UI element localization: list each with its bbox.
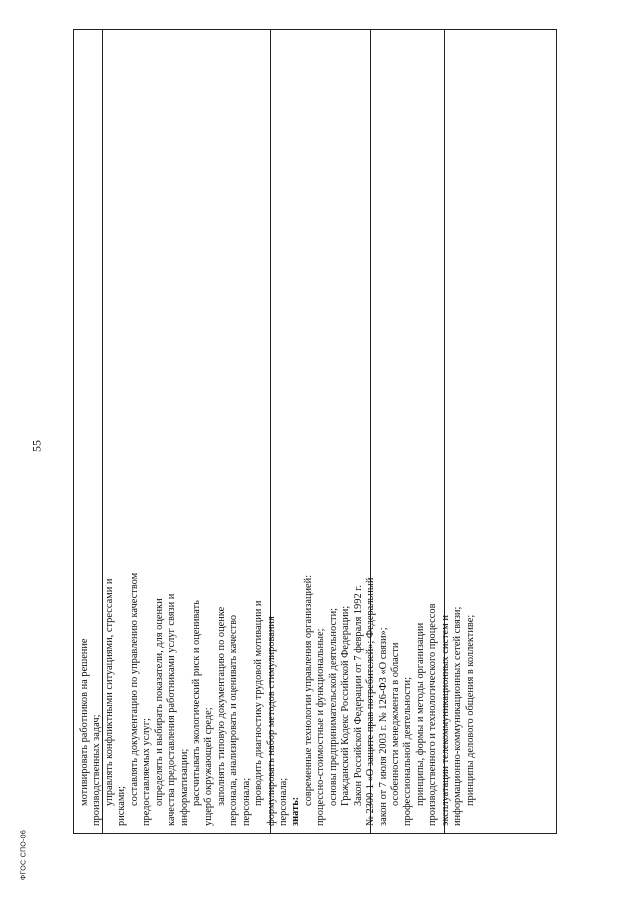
text-line: профессиональной деятельности; xyxy=(402,676,414,826)
text-line: составлять документацию по управлению качеством xyxy=(128,572,140,806)
text-line: ущерб окружающей среде; xyxy=(203,707,215,826)
footer-code: ФГОС СПО-06 xyxy=(20,829,28,881)
text-line: информационно-коммуникационных сетей связи; xyxy=(452,606,464,826)
text-line: мотивировать работников на решение xyxy=(79,638,90,806)
text-line: принципы делового общения в коллективе; xyxy=(464,614,476,806)
text-line: формулировать набор методов стимулирования xyxy=(265,616,277,826)
text-line: предоставляемых услуг; xyxy=(141,718,153,826)
text-line: Закон Российской Федерации от 7 февраля 1992 г. xyxy=(352,585,364,806)
text-line: рисками; xyxy=(116,786,128,826)
text-line: принципы, формы и методы организации xyxy=(414,622,426,806)
text-line: закон от 7 июля 2003 г. № 126-ФЗ «О связи»; xyxy=(377,627,389,826)
text-line: производственного и технологического процессов xyxy=(427,603,439,826)
text-line: № 2300-1 «О защите прав потребителей»; Федеральный xyxy=(365,577,377,826)
text-line: персонала, анализировать и оценивать качество xyxy=(228,614,240,826)
text-line: информатизации; xyxy=(178,748,190,826)
text-line: основы предпринимательской деятельности; xyxy=(327,607,339,806)
text-line: процессно-стоимостные и функциональные; xyxy=(315,628,327,826)
text-line: проводить диагностику трудовой мотивации и xyxy=(253,600,265,806)
text-line: персонала; xyxy=(240,777,252,826)
text-line: Гражданский Кодекс Российской Федерации; xyxy=(340,605,352,806)
text-line: качества предоставления работниками услуг связи и xyxy=(166,593,178,826)
page-number: 55 xyxy=(29,440,44,452)
text-line: особенности менеджмента в области xyxy=(389,642,401,806)
text-line: рассчитывать экологический риск и оценивать xyxy=(190,600,202,806)
knowledge-skills-cell xyxy=(73,483,557,834)
text-line: знать: xyxy=(290,796,302,826)
text-line: персонала; xyxy=(278,777,289,826)
text-line: определять и выбирать показатели, для оценки xyxy=(153,598,165,806)
text-line: управлять конфликтными ситуациями, стрессами и xyxy=(103,578,115,806)
text-line: эксплуатации телекоммуникационных систем и xyxy=(439,615,451,826)
text-line: производственных задач; xyxy=(91,714,103,826)
text-line: современные технологии управления организацией: xyxy=(302,574,314,806)
cell-text-block xyxy=(79,484,477,826)
text-line: заполнять типовую документацию по оценке xyxy=(215,606,227,806)
